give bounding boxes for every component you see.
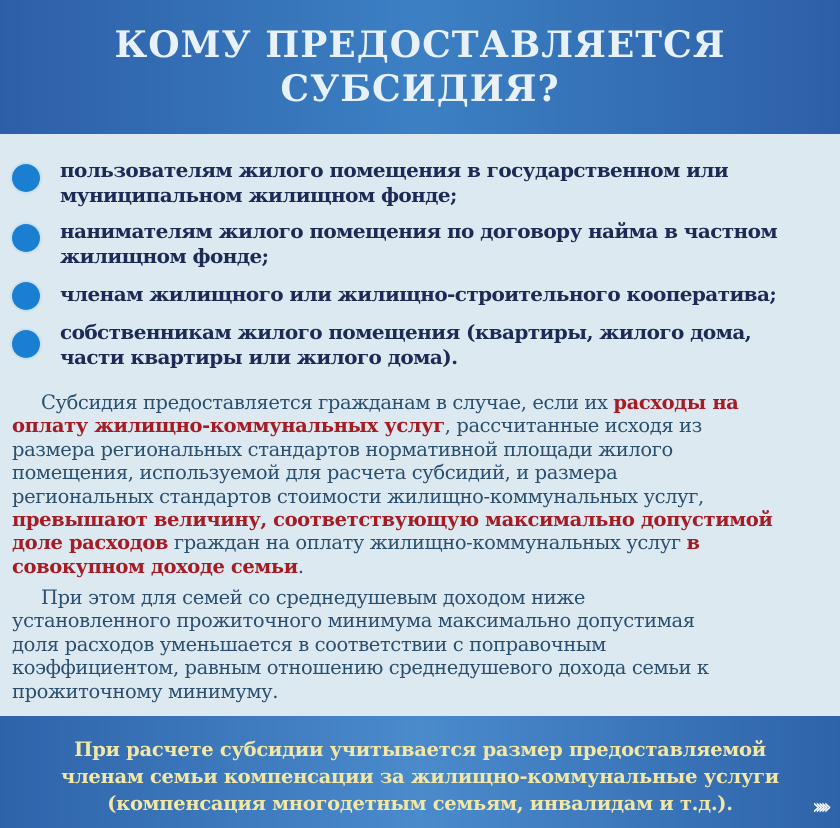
circle-bullet-icon bbox=[12, 224, 40, 252]
header-banner bbox=[0, 0, 840, 134]
page-title-line1: КОМУ ПРЕДОСТАВЛЯЕТСЯ bbox=[114, 24, 726, 66]
circle-bullet-icon bbox=[12, 282, 40, 310]
circle-bullet-icon bbox=[12, 330, 40, 358]
paragraph-coefficient: При этом для семей со среднедушевым доходом ниже установленного прожиточного минимума максимально допустимая доля расходов уменьшается в соответствии с поправочным коэффициентом, равным отношению среднедушевого дохода семьи к прожиточному минимуму. bbox=[12, 586, 709, 703]
list-item-text: нанимателям жилого помещения по договору найма в частном жилищном фонде; bbox=[60, 219, 778, 268]
page-title-line2: СУБСИДИЯ? bbox=[280, 68, 560, 110]
footer-banner bbox=[0, 716, 840, 828]
footer-line1: При расчете субсидии учитывается размер предоставляемой bbox=[74, 738, 766, 761]
circle-bullet-icon bbox=[12, 164, 40, 192]
list-item-text: членам жилищного или жилищно-строительного кооператива; bbox=[60, 282, 777, 306]
paragraph-conditions: Субсидия предоставляется гражданам в случае, если их расходы на оплату жилищно-коммунальных услуг, рассчитанные исходя из размера региональных стандартов нормативной площади жилого помещения, используемой для расчета субсидий, и размера региональных стандартов стоимости жилищно-коммунальных услуг, превышают величину, соответствующую максимально допустимой доле расходов граждан на оплату жилищно-коммунальных услуг в совокупном доходе семьи. bbox=[12, 391, 773, 578]
footer-line2: членам семьи компенсации за жилищно-коммунальные услуги bbox=[61, 765, 779, 788]
list-item-text: собственникам жилого помещения (квартиры, жилого дома, части квартиры или жилого дома). bbox=[60, 320, 752, 369]
footer-line3: (компенсация многодетным семьям, инвалидам и т.д.). bbox=[107, 792, 733, 815]
chevrons-right-icon[interactable]: ››››› bbox=[812, 795, 826, 820]
list-item-text: пользователям жилого помещения в государственном или муниципальном жилищном фонде; bbox=[60, 158, 729, 207]
